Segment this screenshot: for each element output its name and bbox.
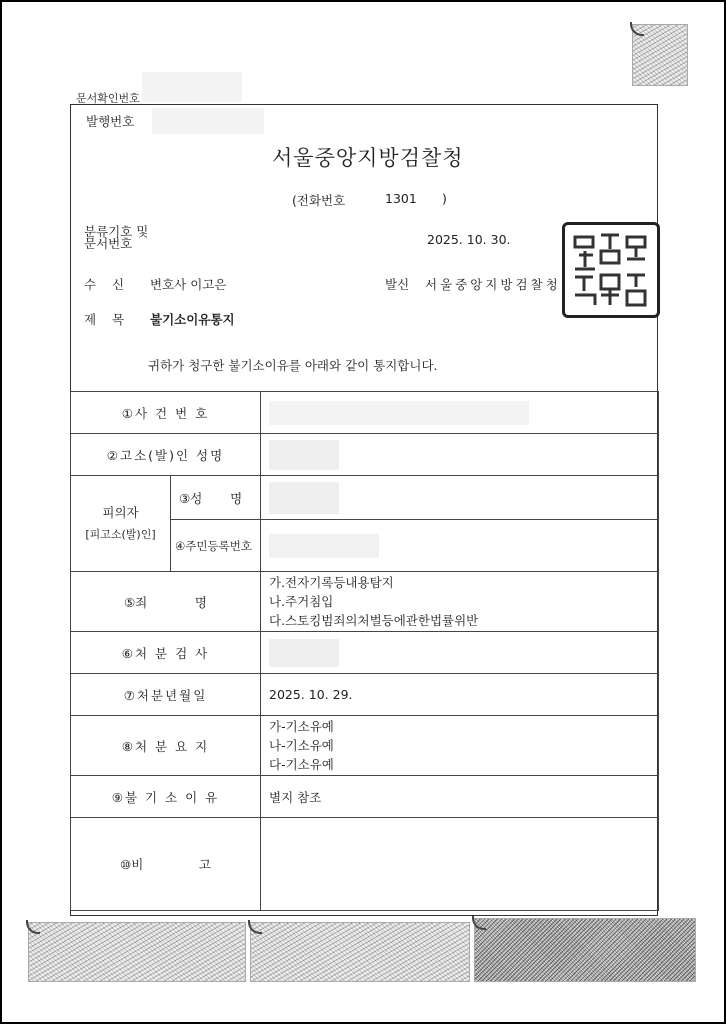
suspect-name-value: [261, 476, 659, 520]
charge-values: [261, 572, 659, 632]
suspect-label: [71, 476, 171, 572]
charge-item: 나.주거침입: [269, 594, 334, 609]
disposition-item: 나-기소유예: [269, 738, 334, 753]
suspect-name-label: ③성 명: [171, 476, 261, 520]
remarks-label: ⑩비 고: [71, 818, 261, 911]
sender-value: 서울중앙지방검찰청: [425, 277, 561, 292]
redacted-issue-number: [152, 108, 264, 134]
subject-value: 불기소이유통지: [150, 312, 235, 327]
case-number-value: [261, 392, 659, 434]
disposition-date-value: 2025. 10. 29.: [261, 674, 659, 716]
phone-value: 1301: [385, 191, 417, 206]
security-pattern-bottom-right: [474, 918, 696, 982]
charge-label: ⑤죄 명: [71, 572, 261, 632]
remarks-value: [261, 818, 659, 911]
disposition-table: [70, 391, 659, 911]
disposition-item: 다-기소유예: [269, 757, 334, 772]
security-pattern-bottom-center: [250, 922, 470, 982]
disposition-summary-values: [261, 716, 659, 776]
case-number-label: ①사 건 번 호: [71, 392, 261, 434]
document-confirm-number-label: 문서확인번호: [76, 92, 140, 105]
recipient-label: 수 신: [84, 277, 125, 292]
classification-label: 분류기호 및 문서번호: [84, 224, 149, 251]
document-date: 2025. 10. 30.: [427, 232, 511, 247]
issue-number-label: 발행번호: [86, 114, 135, 129]
security-pattern-bottom-left: [28, 922, 246, 982]
disposition-summary-label: ⑧처 분 요 지: [71, 716, 261, 776]
office-title: 서울중앙지방검찰청: [272, 146, 464, 170]
subject-label: 제 목: [84, 312, 125, 327]
disposition-date-label: ⑦처분년월일: [71, 674, 261, 716]
prosecutor-label: ⑥처 분 검 사: [71, 632, 261, 674]
resident-number-label: ④주민등록번호: [171, 520, 261, 572]
suspect-label-line1: 피의자: [102, 504, 139, 520]
charge-item: 다.스토킹범죄의처벌등에관한법률위반: [269, 613, 479, 628]
intro-text: 귀하가 청구한 불기소이유를 아래와 같이 통지합니다.: [148, 358, 438, 373]
charge-item: 가.전자기록등내용탐지: [269, 575, 394, 590]
complainant-value: [261, 434, 659, 476]
redacted-confirm-number: [142, 72, 242, 102]
phone-close: ): [442, 191, 447, 206]
reason-label: ⑨불 기 소 이 유: [71, 776, 261, 818]
complainant-label: ②고소(발)인 성명: [71, 434, 261, 476]
suspect-label-line2: [피고소(발)인]: [85, 527, 156, 541]
resident-number-value: [261, 520, 659, 572]
seal-stamp-icon: [562, 222, 660, 318]
recipient-value: 변호사 이고은: [150, 277, 227, 292]
phone-label: (전화번호: [292, 193, 346, 208]
reason-value: 별지 참조: [261, 776, 659, 818]
disposition-item: 가-기소유예: [269, 719, 334, 734]
sender-label: 발신: [385, 277, 410, 292]
prosecutor-value: [261, 632, 659, 674]
